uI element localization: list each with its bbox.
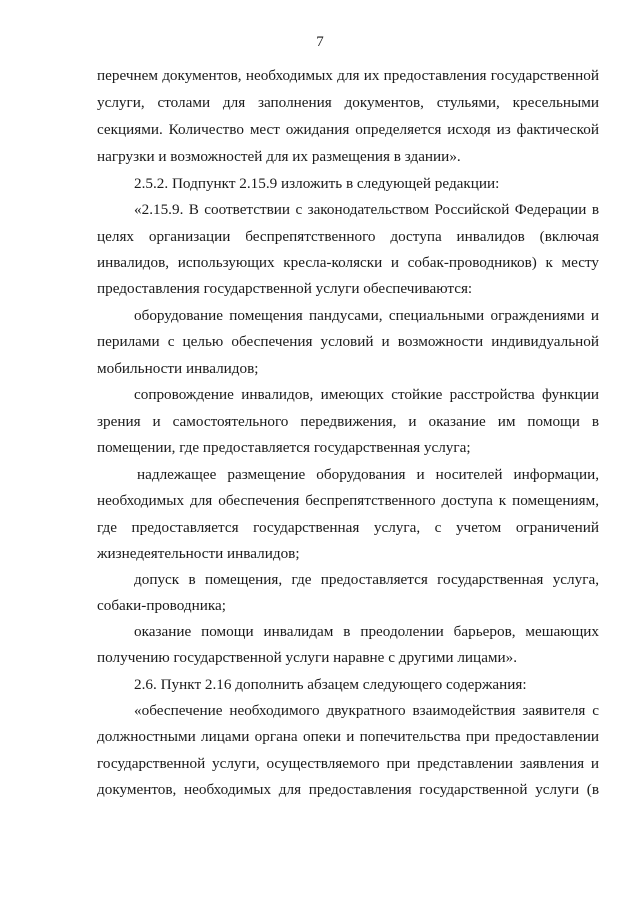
text-line: сопровождение инвалидов, имеющих стойкие расстройства функции xyxy=(134,386,599,403)
text-line: получению государственной услуги наравне с другими лицами». xyxy=(97,649,518,666)
text-line: 2.6. Пункт 2.16 дополнить абзацем следующего содержания: xyxy=(134,676,527,693)
text-line: нагрузки и возможностей для их размещения в здании». xyxy=(97,148,461,165)
text-line: услуги, столами для заполнения документов, стульями, кресельными xyxy=(97,94,599,111)
text-line: государственной услуги, осуществляемого при представлении заявления и xyxy=(97,755,599,772)
text-line: предоставления государственной услуги обеспечиваются: xyxy=(97,280,473,297)
text-line: жизнедеятельности инвалидов; xyxy=(97,545,300,562)
text-line: надлежащее размещение оборудования и носителей информации, xyxy=(137,466,599,483)
text-line: целях организации беспрепятственного доступа инвалидов (включая xyxy=(97,228,599,245)
text-line: оборудование помещения пандусами, специальными ограждениями и xyxy=(134,307,599,324)
text-line: где предоставляется государственная услуга, с учетом ограничений xyxy=(97,519,599,536)
text-line: оказание помощи инвалидам в преодолении барьеров, мешающих xyxy=(134,623,599,640)
text-line: 2.5.2. Подпункт 2.15.9 изложить в следующей редакции: xyxy=(134,175,500,192)
page-number: 7 xyxy=(316,34,324,50)
text-line: перилами с целью обеспечения условий и возможности индивидуальной xyxy=(97,333,599,350)
text-line: «обеспечение необходимого двукратного взаимодействия заявителя с xyxy=(134,702,599,719)
text-line: секциями. Количество мест ожидания определяется исходя из фактической xyxy=(97,121,599,138)
text-line: документов, необходимых для предоставления государственной услуги (в xyxy=(97,781,599,798)
text-line: допуск в помещения, где предоставляется государственная услуга, xyxy=(134,571,599,588)
text-line: необходимых для обеспечения беспрепятственного доступа к помещениям, xyxy=(97,492,599,509)
text-line: зрения и самостоятельного передвижения, и оказание им помощи в xyxy=(97,413,599,430)
text-line: помещении, где предоставляется государственная услуга; xyxy=(97,439,471,456)
text-line: перечнем документов, необходимых для их предоставления государственной xyxy=(97,67,599,84)
text-line: собаки-проводника; xyxy=(97,597,226,614)
text-line: «2.15.9. В соответствии с законодательством Российской Федерации в xyxy=(134,201,599,218)
text-line: должностными лицами органа опеки и попечительства при предоставлении xyxy=(97,728,599,745)
text-line: мобильности инвалидов; xyxy=(97,360,259,377)
text-line: инвалидов, использующих кресла-коляски и собак-проводников) к месту xyxy=(97,254,599,271)
